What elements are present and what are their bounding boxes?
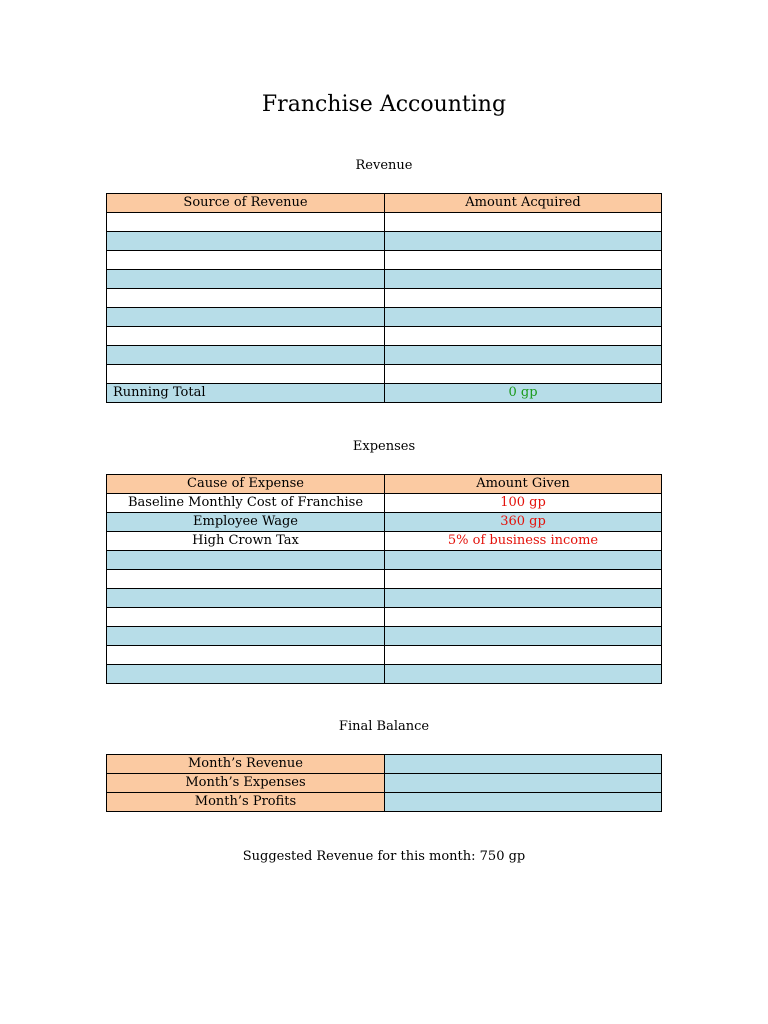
table-cell[interactable]: Baseline Monthly Cost of Franchise — [107, 494, 385, 513]
revenue-header-row — [107, 194, 662, 213]
final-balance-heading: Final Balance — [338, 719, 430, 734]
months-expenses-label: Month’s Expenses — [107, 774, 385, 793]
table-cell[interactable] — [107, 308, 385, 327]
table-cell[interactable] — [107, 289, 385, 308]
suggested-revenue-note: Suggested Revenue for this month: 750 gp — [242, 849, 526, 864]
months-revenue-value[interactable] — [385, 755, 662, 774]
revenue-amount-header: Amount Acquired — [385, 194, 662, 213]
months-expenses-value[interactable] — [385, 774, 662, 793]
table-cell[interactable] — [385, 270, 662, 289]
table-cell[interactable] — [385, 646, 662, 665]
running-total-value: 0 gp — [385, 384, 662, 403]
table-row — [107, 627, 662, 646]
running-total-row — [107, 384, 662, 403]
months-revenue-label: Month’s Revenue — [107, 755, 385, 774]
table-cell[interactable] — [107, 213, 385, 232]
table-cell[interactable] — [107, 232, 385, 251]
expenses-header-row — [107, 475, 662, 494]
table-row — [107, 665, 662, 684]
table-cell[interactable]: Employee Wage — [107, 513, 385, 532]
revenue-heading: Revenue — [355, 158, 413, 173]
table-row — [107, 270, 662, 289]
table-row — [107, 251, 662, 270]
table-cell[interactable] — [385, 365, 662, 384]
running-total-label: Running Total — [107, 384, 385, 403]
table-row — [107, 327, 662, 346]
final-balance-table — [106, 754, 662, 812]
table-cell[interactable] — [107, 646, 385, 665]
table-cell[interactable] — [107, 251, 385, 270]
table-row — [107, 494, 662, 513]
table-cell[interactable] — [385, 213, 662, 232]
table-cell[interactable] — [107, 327, 385, 346]
table-row — [107, 608, 662, 627]
table-row — [107, 346, 662, 365]
table-cell[interactable]: High Crown Tax — [107, 532, 385, 551]
months-profits-value[interactable] — [385, 793, 662, 812]
table-row — [107, 793, 662, 812]
table-cell[interactable] — [385, 308, 662, 327]
table-cell[interactable] — [385, 570, 662, 589]
table-cell[interactable] — [385, 665, 662, 684]
expenses-heading: Expenses — [352, 439, 416, 454]
table-row — [107, 570, 662, 589]
table-cell[interactable] — [385, 551, 662, 570]
table-cell[interactable] — [385, 589, 662, 608]
table-cell[interactable] — [107, 365, 385, 384]
table-cell[interactable] — [107, 589, 385, 608]
table-cell[interactable] — [107, 665, 385, 684]
table-row — [107, 532, 662, 551]
table-cell[interactable]: 100 gp — [385, 494, 662, 513]
table-row — [107, 213, 662, 232]
table-cell[interactable] — [385, 232, 662, 251]
table-cell[interactable] — [385, 346, 662, 365]
table-cell[interactable] — [107, 608, 385, 627]
table-row — [107, 755, 662, 774]
table-cell[interactable] — [385, 251, 662, 270]
table-cell[interactable] — [385, 289, 662, 308]
expenses-table — [106, 474, 662, 684]
table-cell[interactable]: 5% of business income — [385, 532, 662, 551]
table-row — [107, 646, 662, 665]
table-row — [107, 232, 662, 251]
table-cell[interactable] — [107, 346, 385, 365]
table-cell[interactable]: 360 gp — [385, 513, 662, 532]
table-cell[interactable] — [107, 270, 385, 289]
table-cell[interactable] — [107, 627, 385, 646]
table-row — [107, 551, 662, 570]
months-profits-label: Month’s Profits — [107, 793, 385, 812]
table-cell[interactable] — [385, 608, 662, 627]
table-row — [107, 774, 662, 793]
revenue-table — [106, 193, 662, 403]
page-title: Franchise Accounting — [261, 92, 507, 117]
table-row — [107, 513, 662, 532]
table-row — [107, 308, 662, 327]
table-cell[interactable] — [107, 570, 385, 589]
table-row — [107, 589, 662, 608]
revenue-source-header: Source of Revenue — [107, 194, 385, 213]
table-cell[interactable] — [385, 627, 662, 646]
expenses-cause-header: Cause of Expense — [107, 475, 385, 494]
table-row — [107, 365, 662, 384]
table-cell[interactable] — [385, 327, 662, 346]
expenses-amount-header: Amount Given — [385, 475, 662, 494]
table-row — [107, 289, 662, 308]
table-cell[interactable] — [107, 551, 385, 570]
